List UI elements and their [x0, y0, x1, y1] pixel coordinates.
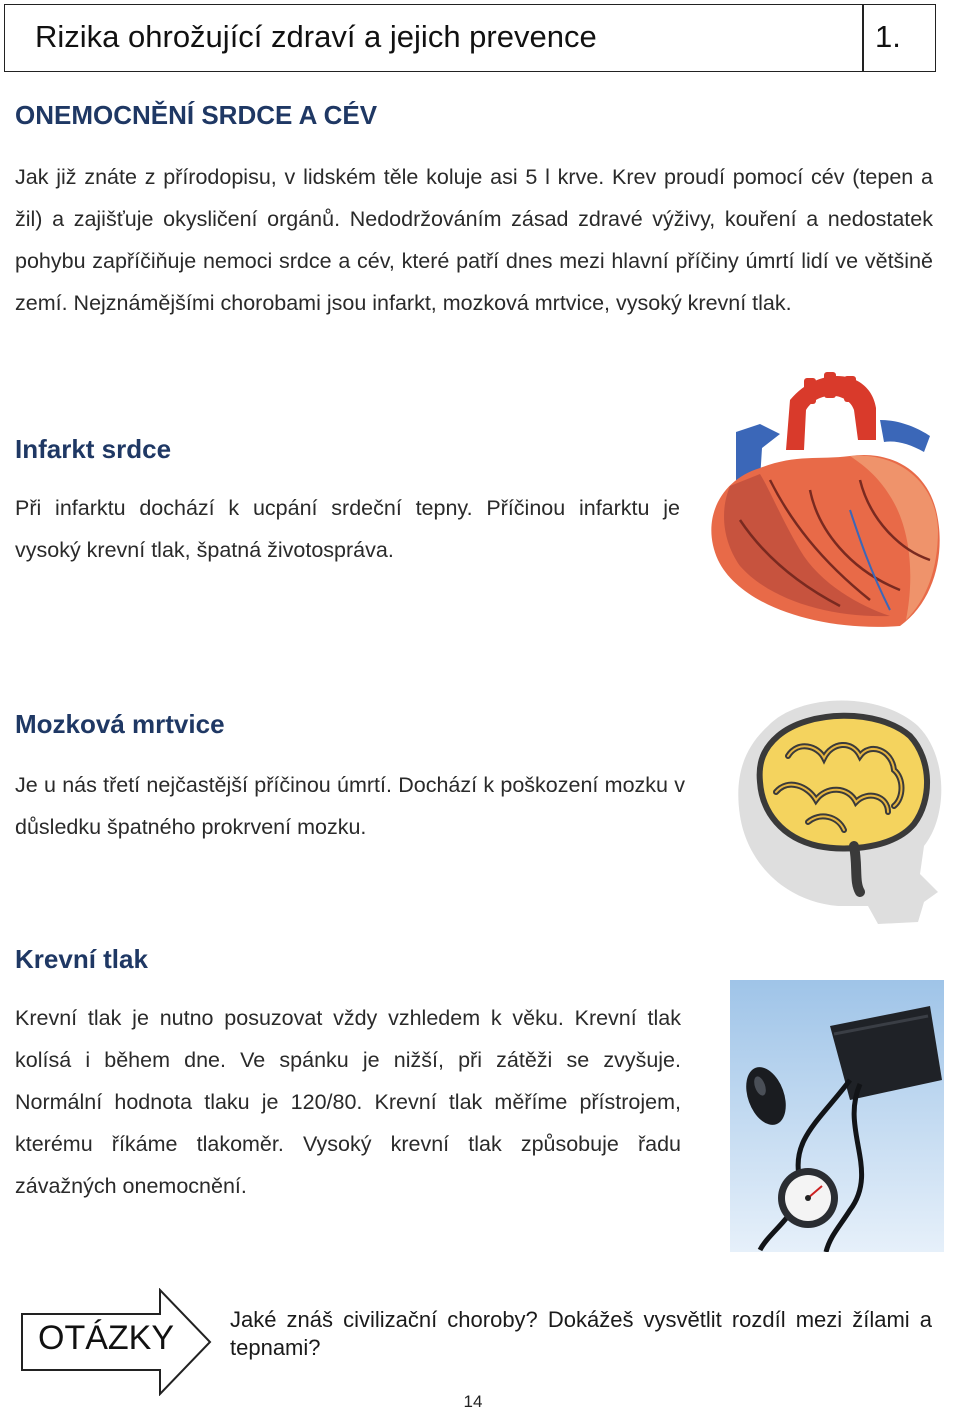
header-box — [4, 4, 936, 72]
questions-text: Jaké znáš civilizační choroby? Dokážeš vysvětlit rozdíl mezi žílami a tepnami? — [230, 1307, 932, 1360]
header-divider — [862, 5, 864, 71]
chapter-number: 1. — [875, 19, 901, 54]
infarkt-heading: Infarkt srdce — [15, 434, 172, 464]
page-number: 14 — [463, 1392, 483, 1411]
questions-label: OTÁZKY — [38, 1319, 175, 1357]
page-title: Rizika ohrožující zdraví a jejich prevence — [35, 19, 597, 54]
heart-illustration — [700, 370, 946, 632]
tlak-heading: Krevní tlak — [15, 944, 148, 974]
tlak-paragraph: Krevní tlak je nutno posuzovat vždy vzhledem k věku. Krevní tlak kolísá i během dne. Ve spánku je nižší, při zátěži se zvyšuje. Normální hodnota tlaku je 120/80. Krevní tlak měříme přístrojem, kterému říkáme tlakoměr. Vysoký krevní tlak způsobuje řadu závažných onemocnění. — [15, 1006, 681, 1198]
brain-head-illustration — [728, 696, 946, 926]
blood-pressure-monitor-photo — [730, 980, 944, 1252]
mrtvice-heading: Mozková mrtvice — [15, 709, 225, 739]
infarkt-paragraph: Při infarktu dochází k ucpání srdeční tepny. Příčinou infarktu je vysoký krevní tlak, špatná životospráva. — [15, 496, 680, 562]
intro-paragraph: Jak již znáte z přírodopisu, v lidském těle koluje asi 5 l krve. Krev proudí pomocí cév (tepen a žil) a zajišťuje okysličení orgánů. Nedodržováním zásad zdravé výživy, kouření a nedostatek pohybu zapříčiňuje nemoci srdce a cév, které patří dnes mezi hlavní příčiny úmrtí lidí ve většině zemí. Nejznámějšími chorobami jsou infarkt, mozková mrtvice, vysoký krevní tlak. — [15, 165, 933, 315]
mrtvice-paragraph: Je u nás třetí nejčastější příčinou úmrtí. Dochází k poškození mozku v důsledku špatného prokrvení mozku. — [15, 773, 685, 839]
section-heading: ONEMOCNĚNÍ SRDCE A CÉV — [15, 100, 378, 130]
